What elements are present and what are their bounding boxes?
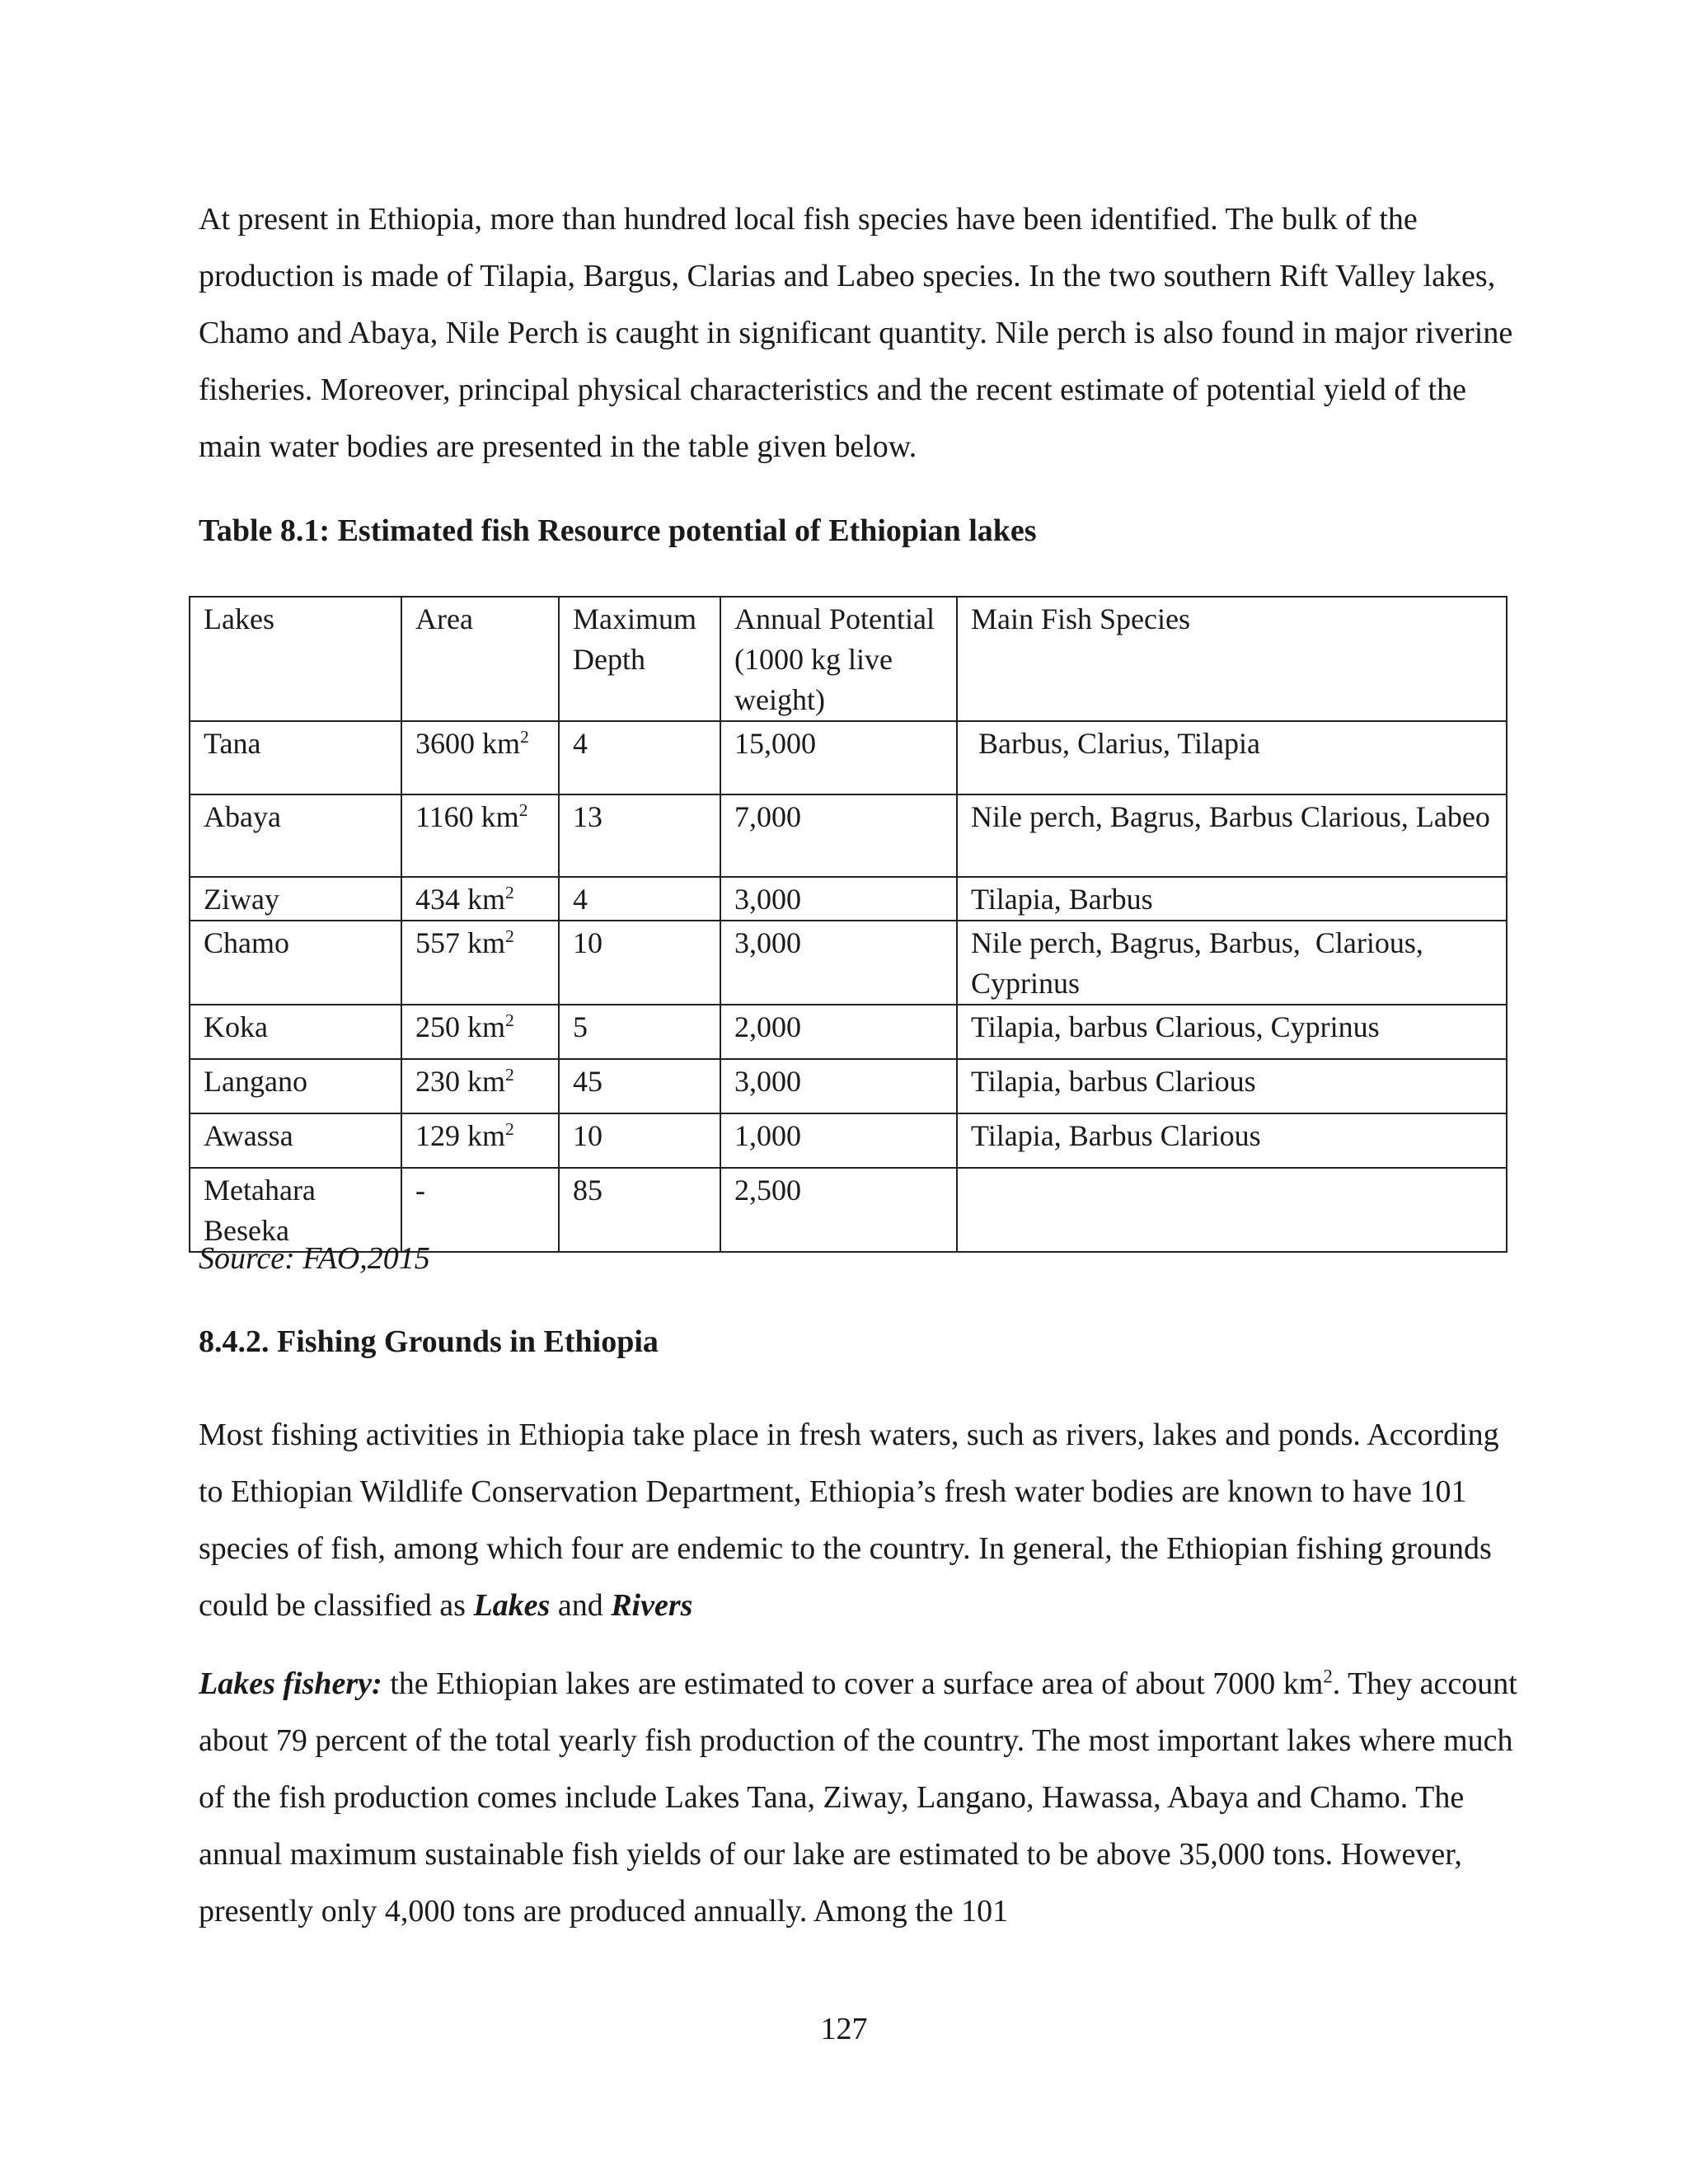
lakes-fishery-paragraph	[199, 1656, 1517, 1940]
table-row	[190, 1005, 1507, 1059]
intro-paragraph: At present in Ethiopia, more than hundred local fish species have been identified. The bulk of the production is made of Tilapia, Bargus, Clarias and Labeo species. In the two southern Rift Valley lakes, Chamo and Abaya, Nile Perch is caught in significant quantity. Nile perch is also found in major riverine fisheries. Moreover, principal physical characteristics and the recent estimate of potential yield of the main water bodies are presented in the table given below.	[199, 202, 1513, 464]
area-unit: km	[467, 1065, 506, 1098]
cell-potential: 3,000	[720, 877, 957, 921]
cell-species: Tilapia, barbus Clarious, Cyprinus	[957, 1005, 1507, 1059]
area-unit: km	[482, 727, 521, 760]
table-row	[190, 1113, 1507, 1168]
cell-area	[401, 1005, 559, 1059]
fish-resource-table	[189, 596, 1507, 1253]
superscript: 2	[1323, 1666, 1333, 1687]
cell-area	[401, 1059, 559, 1113]
table-row	[190, 921, 1507, 1005]
cell-species: Tilapia, Barbus Clarious	[957, 1113, 1507, 1168]
cell-potential: 3,000	[720, 1059, 957, 1113]
fishing-grounds-paragraph	[199, 1407, 1517, 1634]
cell-potential: 2,000	[720, 1005, 957, 1059]
cell-area	[401, 721, 559, 794]
cell-lake: Abaya	[190, 794, 401, 877]
cell-depth: 4	[559, 877, 720, 921]
page-number: 127	[820, 2012, 868, 2046]
cell-area	[401, 921, 559, 1005]
cell-potential: 2,500	[720, 1168, 957, 1252]
area-value: 434	[415, 883, 460, 916]
cell-species: Tilapia, Barbus	[957, 877, 1507, 921]
cell-depth: 10	[559, 1113, 720, 1168]
cell-lake: Chamo	[190, 921, 401, 1005]
paragraph-text: . They account about 79 percent of the total yearly fish production of the country. The most important lakes where much of the fish production comes include Lakes Tana, Ziway, Langano, Hawassa, Abaya and Chamo. The annual maximum sustainable fish yields of our lake are estimated to be above 35,000 tons. However, presently only 4,000 tons are produced annually. Among the 101	[199, 1666, 1517, 1929]
area-unit: km	[467, 1119, 506, 1152]
paragraph-text: Most fishing activities in Ethiopia take place in fresh waters, such as rivers, lakes and ponds. According to Ethiopian Wildlife Conservation Department, Ethiopia’s fresh water bodies are known to have 101 species of fish, among which four are endemic to the country. In general, the Ethiopian fishing grounds could be classified as	[199, 1418, 1499, 1623]
header-cell-depth: Maximum Depth	[559, 597, 720, 721]
cell-depth: 13	[559, 794, 720, 877]
cell-lake: Tana	[190, 721, 401, 794]
cell-species: Nile perch, Bagrus, Barbus, Clarious, Cyprinus	[957, 921, 1507, 1005]
lakes-fishery-lead: Lakes fishery:	[199, 1666, 382, 1701]
cell-potential: 3,000	[720, 921, 957, 1005]
cell-species: Nile perch, Bagrus, Barbus Clarious, Labeo	[957, 794, 1507, 877]
area-unit-superscript: 2	[520, 727, 529, 747]
area-value: 250	[415, 1010, 460, 1043]
area-value: 557	[415, 926, 460, 959]
cell-depth: 85	[559, 1168, 720, 1252]
cell-area	[401, 794, 559, 877]
cell-depth: 45	[559, 1059, 720, 1113]
area-unit-superscript: 2	[505, 883, 514, 902]
paragraph-conjunction: and	[550, 1588, 612, 1623]
header-cell-species: Main Fish Species	[957, 597, 1507, 721]
cell-species: Tilapia, barbus Clarious	[957, 1059, 1507, 1113]
table-row	[190, 721, 1507, 794]
paragraph-text: the Ethiopian lakes are estimated to cover a surface area of about 7000 km	[382, 1666, 1324, 1701]
table-row	[190, 794, 1507, 877]
cell-potential: 1,000	[720, 1113, 957, 1168]
header-cell-area: Area	[401, 597, 559, 721]
cell-depth: 5	[559, 1005, 720, 1059]
area-value: 3600	[415, 727, 475, 760]
table-row	[190, 1059, 1507, 1113]
cell-area	[401, 1113, 559, 1168]
term-rivers: Rivers	[611, 1588, 693, 1623]
cell-potential: 7,000	[720, 794, 957, 877]
table-source: Source: FAO,2015	[199, 1241, 430, 1276]
cell-depth: 4	[559, 721, 720, 794]
cell-lake: Metahara Beseka	[190, 1168, 401, 1252]
section-heading: 8.4.2. Fishing Grounds in Ethiopia	[199, 1324, 659, 1359]
table-title: Table 8.1: Estimated fish Resource potential of Ethiopian lakes	[199, 513, 1037, 548]
area-unit: km	[467, 1010, 506, 1043]
area-unit-superscript: 2	[505, 1065, 514, 1085]
term-lakes: Lakes	[473, 1588, 551, 1623]
area-value: 230	[415, 1065, 460, 1098]
header-cell-potential: Annual Potential (1000 kg live weight)	[720, 597, 957, 721]
cell-lake: Awassa	[190, 1113, 401, 1168]
area-value: 129	[415, 1119, 460, 1152]
area-unit: km	[481, 800, 519, 833]
area-unit: km	[467, 883, 506, 916]
cell-area	[401, 877, 559, 921]
area-value: 1160	[415, 800, 474, 833]
area-unit-superscript: 2	[505, 926, 514, 946]
area-unit-superscript: 2	[505, 1119, 514, 1139]
area-value: -	[415, 1174, 425, 1207]
table-row	[190, 877, 1507, 921]
cell-lake: Langano	[190, 1059, 401, 1113]
area-unit: km	[467, 926, 506, 959]
cell-species	[957, 1168, 1507, 1252]
cell-species: Barbus, Clarius, Tilapia	[957, 721, 1507, 794]
cell-lake: Koka	[190, 1005, 401, 1059]
cell-lake: Ziway	[190, 877, 401, 921]
area-unit-superscript: 2	[518, 800, 528, 820]
header-cell-lakes: Lakes	[190, 597, 401, 721]
table-header-row	[190, 597, 1507, 721]
cell-depth: 10	[559, 921, 720, 1005]
area-unit-superscript: 2	[505, 1010, 514, 1030]
cell-potential: 15,000	[720, 721, 957, 794]
